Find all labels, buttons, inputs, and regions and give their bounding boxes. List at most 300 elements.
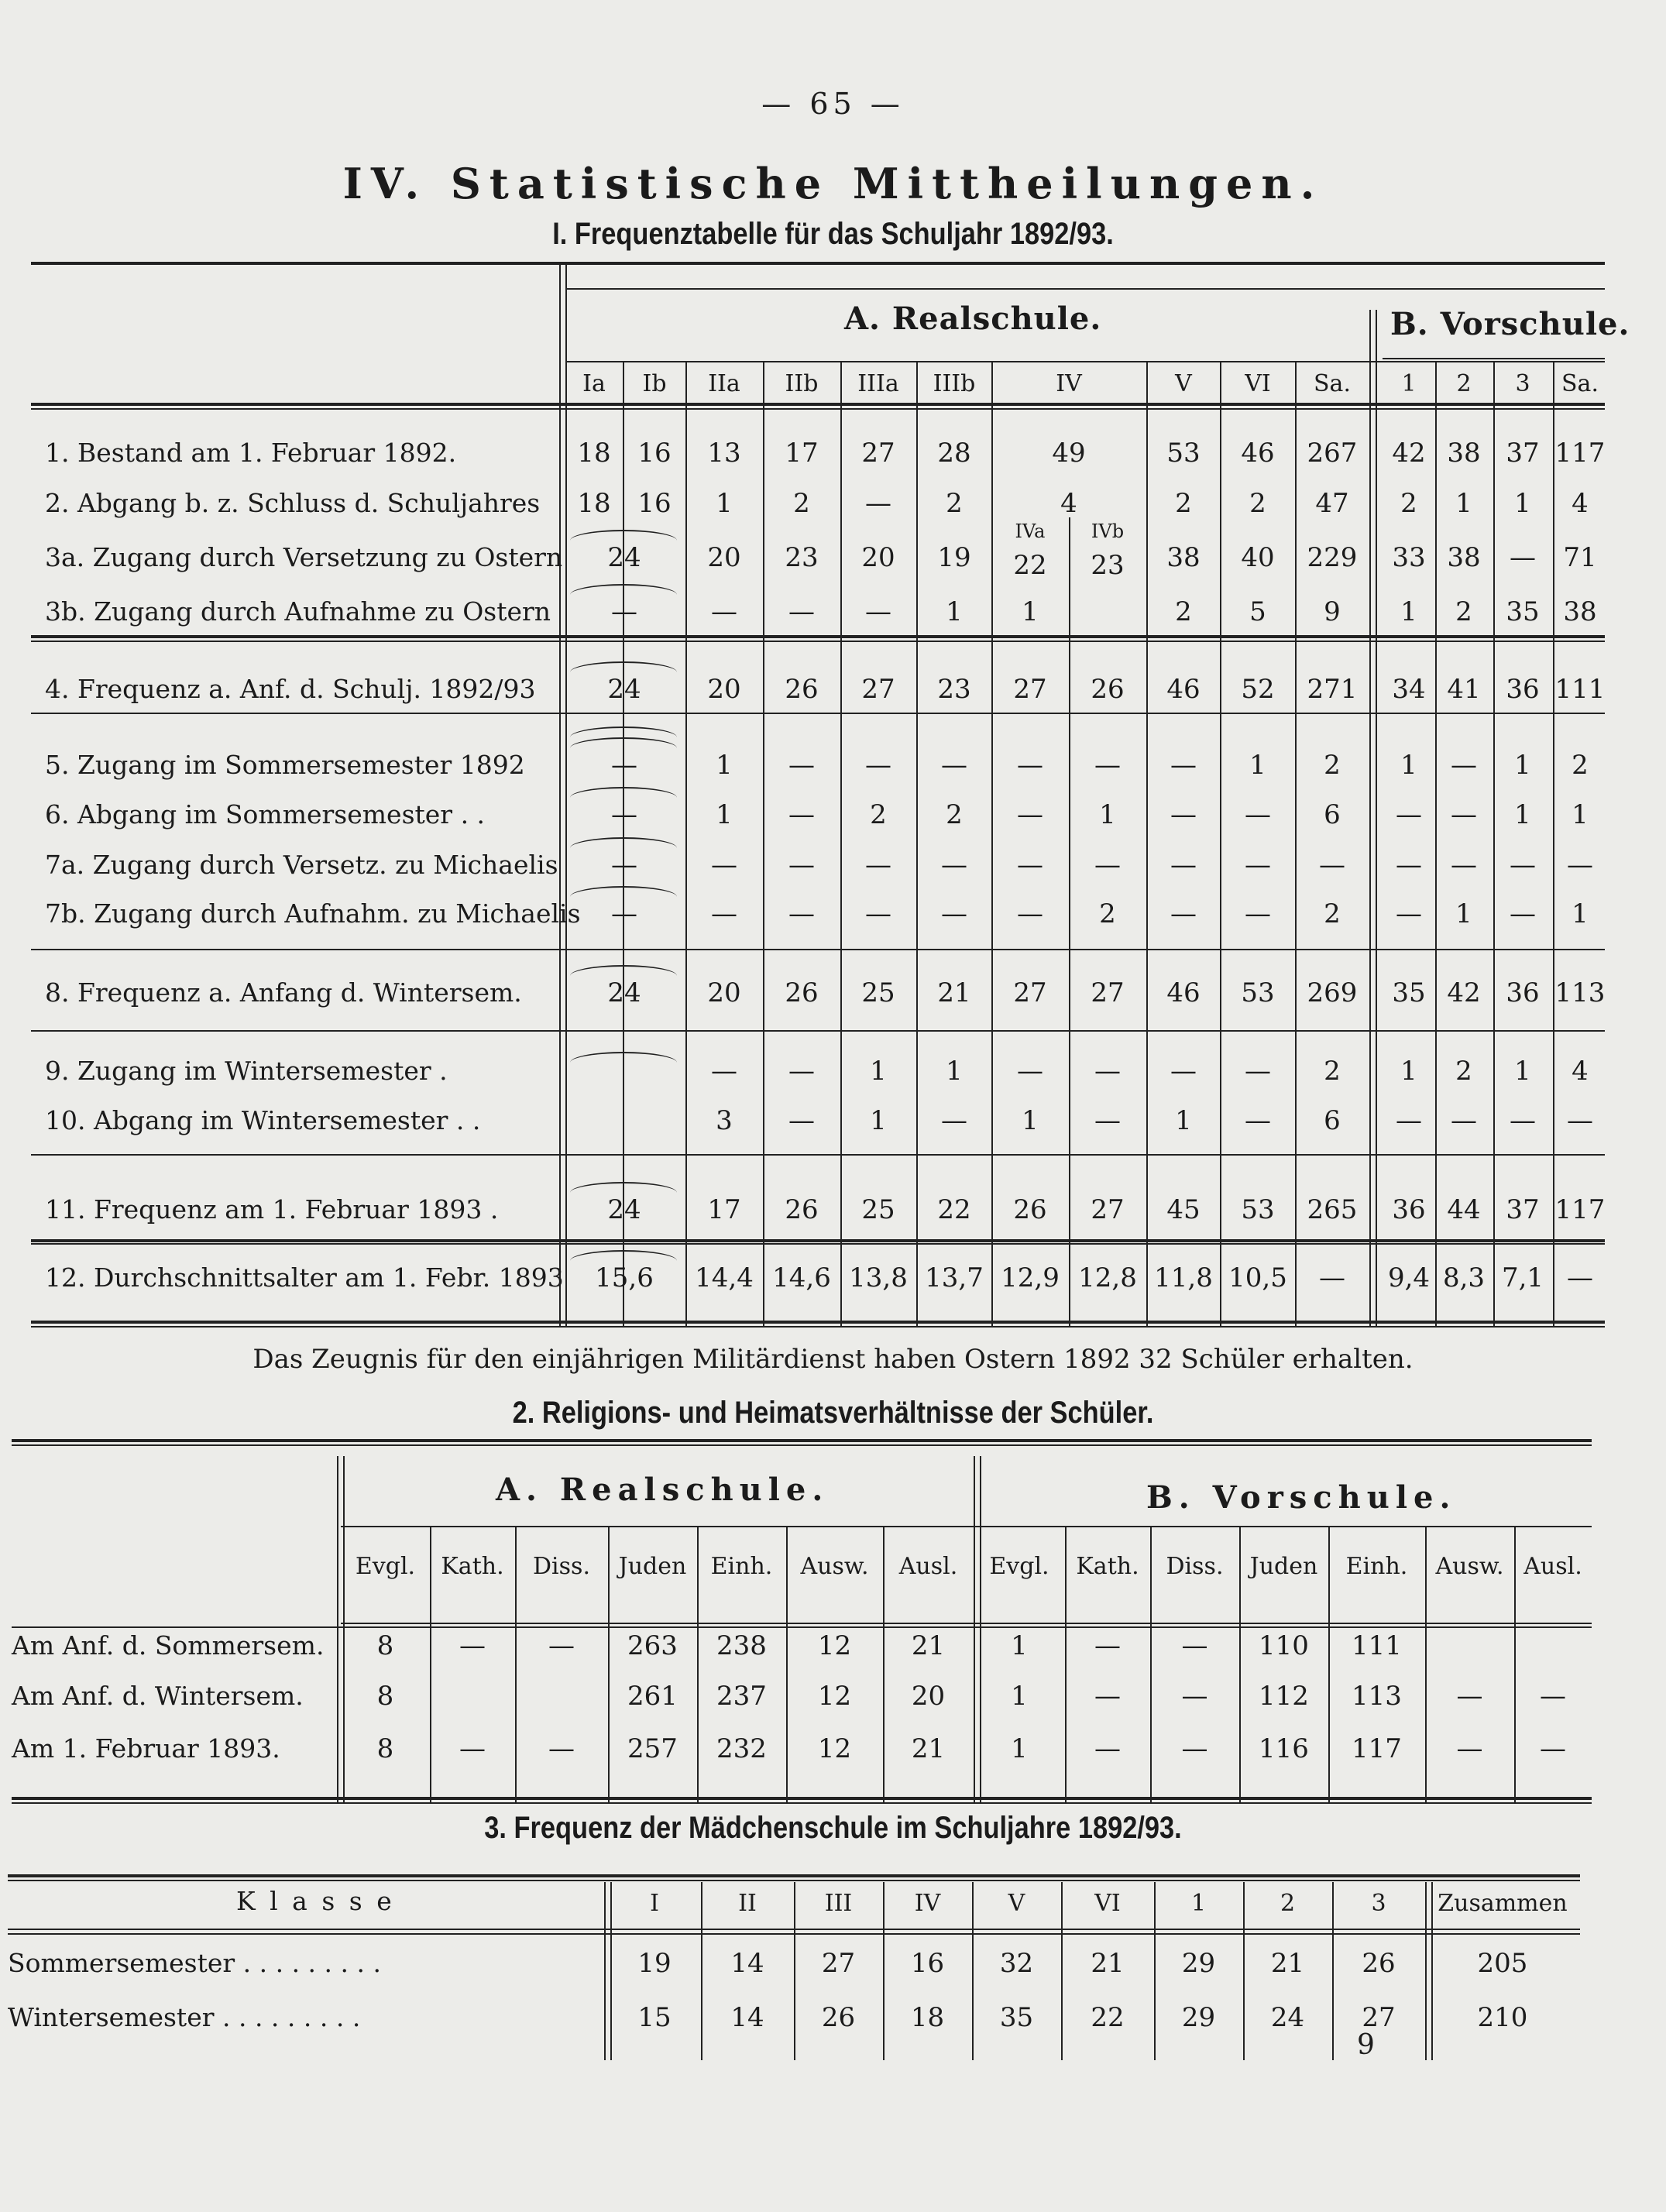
cell: 110 [1259, 1630, 1309, 1661]
cell-iv: 49 [1052, 438, 1086, 469]
cell-sa: 269 [1307, 977, 1358, 1008]
cell-bsa: 117 [1554, 438, 1606, 469]
rule-line [12, 1802, 1592, 1804]
row-label: 3a. Zugang durch Versetzung zu Ostern [45, 542, 563, 572]
column-header: IIa [708, 370, 740, 397]
cell-iab: 24 [607, 1194, 641, 1225]
cell-vi: — [1245, 1056, 1271, 1087]
cell-iib: — [788, 898, 815, 929]
cell-iiib: 19 [937, 542, 971, 573]
cell-bsa: 4 [1572, 1056, 1589, 1087]
page-number: — 65 — [761, 87, 905, 121]
cell: — [1094, 1733, 1121, 1764]
cell-iiib: 23 [937, 674, 971, 705]
cell-iib: — [788, 750, 815, 781]
cell-v: — [1170, 850, 1197, 881]
cell: 26 [821, 2002, 856, 2033]
column-header: Evgl. [989, 1553, 1049, 1580]
column-divider [559, 262, 567, 1326]
cell-sa: 6 [1324, 1105, 1341, 1136]
cell-iva: 12,9 [1001, 1262, 1060, 1293]
cell-b2: — [1451, 750, 1477, 781]
cell-iab: — [611, 750, 637, 781]
cell-vi: — [1245, 850, 1271, 881]
cell-v: — [1170, 898, 1197, 929]
column-header: IIIb [933, 370, 976, 397]
group-b-header: B. Vorschule. [1146, 1479, 1457, 1516]
cell-sa: 2 [1324, 898, 1341, 929]
column-header: IIIa [857, 370, 899, 397]
cell-b1: 9,4 [1387, 1262, 1431, 1293]
column-header: V [1175, 370, 1192, 397]
cell-iva: — [1017, 898, 1043, 929]
cell-bsa: 71 [1563, 542, 1597, 573]
cell-b3: 1 [1514, 799, 1531, 830]
cell-iia: 20 [707, 542, 741, 573]
column-header: II [738, 1890, 757, 1917]
cell-vi: — [1245, 799, 1271, 830]
column-header: III [824, 1890, 853, 1917]
merge-brace [570, 661, 677, 672]
row-label: 7b. Zugang durch Aufnahm. zu Michaelis [45, 898, 581, 929]
cell: 32 [999, 1948, 1034, 1979]
cell-b1: — [1396, 898, 1422, 929]
row-label: Sommersemester . . . . . . . . . [8, 1948, 381, 1978]
cell-bsa: 38 [1563, 596, 1597, 627]
cell: 8 [376, 1733, 394, 1764]
cell: 1 [1011, 1733, 1028, 1764]
cell-iiib: — [941, 750, 967, 781]
cell-iia: 20 [707, 674, 741, 705]
cell: — [548, 1630, 575, 1661]
rule-line [565, 288, 1605, 290]
cell-b1: 2 [1400, 488, 1417, 519]
cell-b1: 1 [1400, 1056, 1417, 1087]
cell-iiib: 21 [937, 977, 971, 1008]
cell-iib: 2 [793, 488, 810, 519]
cell-v: 45 [1166, 1194, 1201, 1225]
cell-ivb: 12,8 [1078, 1262, 1137, 1293]
cell-b3: 36 [1506, 674, 1540, 705]
cell-bsa: 111 [1554, 674, 1606, 705]
column-header: Evgl. [355, 1553, 416, 1580]
cell-iab: 15,6 [595, 1262, 654, 1293]
cell: 21 [911, 1630, 946, 1661]
cell-bsa: — [1567, 850, 1593, 881]
cell-sa: 2 [1324, 750, 1341, 781]
row-label: Am Anf. d. Sommersem. [12, 1630, 325, 1661]
cell-b2: 1 [1455, 488, 1472, 519]
cell-b3: 1 [1514, 1056, 1531, 1087]
rule-line [8, 1874, 1580, 1877]
column-header: VI [1094, 1890, 1121, 1917]
section2-title: 2. Religions- und Heimatsverhältnisse der Schüler. [512, 1396, 1154, 1430]
cell-v: 46 [1166, 977, 1201, 1008]
cell-ivb: 27 [1091, 1194, 1125, 1225]
cell-b3: 35 [1506, 596, 1540, 627]
cell-iva: — [1017, 799, 1043, 830]
cell: — [1456, 1681, 1483, 1712]
cell-vi: 10,5 [1228, 1262, 1287, 1293]
column-header: VI [1245, 370, 1271, 397]
section1-title: I. Frequenztabelle für das Schuljahr 1892/93. [552, 217, 1114, 251]
cell: — [1094, 1681, 1121, 1712]
column-header: Sa. [1314, 370, 1351, 397]
cell: 12 [817, 1630, 852, 1661]
cell-b3: — [1510, 1105, 1536, 1136]
cell: 15 [637, 2002, 672, 2033]
cell: 18 [910, 2002, 945, 2033]
cell-v: 2 [1175, 488, 1192, 519]
row-label: 12. Durchschnittsalter am 1. Febr. 1893 [45, 1262, 564, 1293]
cell-ivb: 26 [1091, 674, 1125, 705]
cell-b1: 33 [1392, 542, 1426, 573]
cell: — [1094, 1630, 1121, 1661]
row-label: 10. Abgang im Wintersemester . . [45, 1105, 481, 1135]
row-label: Wintersemester . . . . . . . . . [8, 2002, 361, 2032]
column-header: 3 [1515, 370, 1530, 397]
column-header: IV [914, 1890, 941, 1917]
cell-b3: — [1510, 542, 1536, 573]
cell: 21 [1270, 1948, 1305, 1979]
cell: 205 [1477, 1948, 1528, 1979]
merge-brace [570, 1182, 677, 1193]
cell-bsa: 1 [1572, 799, 1589, 830]
cell: 1 [1011, 1630, 1028, 1661]
cell-iiia: 25 [861, 1194, 895, 1225]
cell-iab: — [611, 799, 637, 830]
cell-iab: — [611, 898, 637, 929]
cell-b2: 42 [1447, 977, 1481, 1008]
cell-vi: 53 [1241, 977, 1275, 1008]
cell-sa: 265 [1307, 1194, 1358, 1225]
row-label: Am 1. Februar 1893. [12, 1733, 280, 1764]
row-label: Am Anf. d. Wintersem. [12, 1681, 304, 1711]
cell-v: 1 [1175, 1105, 1192, 1136]
column-header: Juden [1249, 1553, 1318, 1580]
cell: 21 [1091, 1948, 1125, 1979]
row-label: 5. Zugang im Sommersemester 1892 [45, 750, 525, 780]
cell-b1: 1 [1400, 596, 1417, 627]
cell-b3: — [1510, 850, 1536, 881]
merge-brace [570, 837, 677, 848]
cell: 14 [730, 2002, 764, 2033]
cell-iia: 14,4 [695, 1262, 754, 1293]
cell-sa: 9 [1324, 596, 1341, 627]
cell: 35 [999, 2002, 1034, 2033]
merge-brace [570, 726, 677, 737]
cell-iiib: 1 [946, 1056, 963, 1087]
rule-line [31, 262, 1605, 265]
row-label: 4. Frequenz a. Anf. d. Schulj. 1892/93 [45, 674, 536, 704]
row-label: 7a. Zugang durch Versetz. zu Michaelis [45, 850, 558, 880]
cell-v: — [1170, 1056, 1197, 1087]
cell-iva: 1 [1022, 1105, 1039, 1136]
cell: — [1181, 1630, 1208, 1661]
cell: — [1181, 1733, 1208, 1764]
cell-iiia: 20 [861, 542, 895, 573]
merge-brace [570, 530, 677, 541]
cell: 210 [1477, 2002, 1528, 2033]
cell-b1: 1 [1400, 750, 1417, 781]
row-label: 9. Zugang im Wintersemester . [45, 1056, 448, 1086]
cell-iva: — [1017, 750, 1043, 781]
cell-iib: — [788, 1105, 815, 1136]
column-header: Ausw. [800, 1553, 869, 1580]
cell-iia: 1 [716, 488, 733, 519]
cell-b2: 1 [1455, 898, 1472, 929]
cell-b3: 36 [1506, 977, 1540, 1008]
merge-brace [570, 787, 677, 798]
cell-sa: 271 [1307, 674, 1358, 705]
military-note: Das Zeugnis für den einjährigen Militärdienst haben Ostern 1892 32 Schüler erhalten. [252, 1344, 1414, 1375]
cell-iiia: — [865, 488, 891, 519]
row-label: 11. Frequenz am 1. Februar 1893 . [45, 1194, 499, 1224]
cell-iiia: 25 [861, 977, 895, 1008]
cell-v: — [1170, 750, 1197, 781]
column-header: 3 [1371, 1890, 1386, 1917]
cell-b3: — [1510, 898, 1536, 929]
cell: 238 [716, 1630, 767, 1661]
cell-vi: 46 [1241, 438, 1275, 469]
cell-iab: — [611, 850, 637, 881]
cell-b3: 37 [1506, 1194, 1540, 1225]
column-header: V [1008, 1890, 1025, 1917]
cell-iab: 24 [607, 542, 641, 573]
merge-brace [570, 886, 677, 897]
cell: 19 [637, 1948, 672, 1979]
cell: 257 [627, 1733, 678, 1764]
footer-number: 9 [1357, 2029, 1375, 2061]
cell-iiib: 2 [946, 488, 963, 519]
cell-b1: 34 [1392, 674, 1426, 705]
subheader-ivb: IVb [1091, 520, 1125, 542]
column-header: Ia [582, 370, 606, 397]
cell-iib: 23 [785, 542, 819, 573]
rule-line [1383, 358, 1605, 359]
row-label: 1. Bestand am 1. Februar 1892. [45, 438, 457, 468]
cell-iiia: — [865, 596, 891, 627]
rule-line [31, 1326, 1605, 1328]
cell-b2: — [1451, 1105, 1477, 1136]
cell-vi: — [1245, 898, 1271, 929]
column-header: Kath. [1076, 1553, 1139, 1580]
column-header: 1 [1401, 370, 1417, 397]
cell-ivb: — [1094, 1105, 1121, 1136]
cell-ivb: — [1094, 850, 1121, 881]
column-header: 2 [1280, 1890, 1296, 1917]
cell-bsa: 113 [1554, 977, 1606, 1008]
cell: — [548, 1733, 575, 1764]
cell-iia: 20 [707, 977, 741, 1008]
cell-vi: — [1245, 1105, 1271, 1136]
cell-bsa: 4 [1572, 488, 1589, 519]
cell: 14 [730, 1948, 764, 1979]
cell-iia: 3 [716, 1105, 733, 1136]
cell: — [1540, 1733, 1566, 1764]
cell-b1: — [1396, 799, 1422, 830]
column-header: IV [1056, 370, 1082, 397]
cell-iv: 4 [1060, 488, 1077, 519]
merge-brace [570, 1250, 677, 1261]
klasse-header: K l a s s e [236, 1886, 395, 1916]
cell-bsa: 117 [1554, 1194, 1606, 1225]
cell: 27 [821, 1948, 856, 1979]
cell-b2: 44 [1447, 1194, 1481, 1225]
cell-iva: 26 [1013, 1194, 1047, 1225]
cell-iib: — [788, 850, 815, 881]
cell-iiia: 13,8 [849, 1262, 908, 1293]
cell: 20 [911, 1681, 946, 1712]
cell: 29 [1181, 1948, 1216, 1979]
cell-sa: 2 [1324, 1056, 1341, 1087]
rule-line [12, 1444, 1592, 1446]
cell: — [459, 1630, 486, 1661]
cell: 27 [1362, 2002, 1396, 2033]
cell: 111 [1352, 1630, 1402, 1661]
cell: 1 [1011, 1681, 1028, 1712]
cell-iib: 14,6 [772, 1262, 831, 1293]
merge-brace [570, 965, 677, 976]
cell-iib: — [788, 799, 815, 830]
rule-line [8, 1880, 1580, 1881]
cell-iva: 27 [1013, 977, 1047, 1008]
cell-iva: — [1017, 850, 1043, 881]
cell-b1: — [1396, 850, 1422, 881]
cell-iab: 24 [607, 977, 641, 1008]
cell-iia: 1 [716, 799, 733, 830]
cell-iib: — [788, 596, 815, 627]
cell-b1: 35 [1392, 977, 1426, 1008]
cell-b1: — [1396, 1105, 1422, 1136]
cell-iiia: 27 [861, 674, 895, 705]
column-header: 2 [1456, 370, 1472, 397]
merge-brace [570, 1052, 677, 1063]
cell-bsa: — [1567, 1105, 1593, 1136]
cell-iiib: 28 [937, 438, 971, 469]
row-label: 6. Abgang im Sommersemester . . [45, 799, 486, 830]
cell-bsa: 2 [1572, 750, 1589, 781]
cell-b2: — [1451, 850, 1477, 881]
cell-ivb: 27 [1091, 977, 1125, 1008]
cell: 237 [716, 1681, 767, 1712]
cell-iib: 26 [785, 1194, 819, 1225]
rule-line [12, 1797, 1592, 1800]
cell-b2: 2 [1455, 1056, 1472, 1087]
cell: 21 [911, 1733, 946, 1764]
cell-iib: 17 [785, 438, 819, 469]
column-header: Ausl. [898, 1553, 958, 1580]
cell: 116 [1259, 1733, 1309, 1764]
cell-vi: 40 [1241, 542, 1275, 573]
cell-iiib: — [941, 898, 967, 929]
cell-sa: 229 [1307, 542, 1358, 573]
column-header: Kath. [441, 1553, 504, 1580]
cell-v: 38 [1166, 542, 1201, 573]
group-a-header: A. Realschule. [496, 1472, 830, 1508]
cell: 232 [716, 1733, 767, 1764]
cell-iiia: 27 [861, 438, 895, 469]
merge-brace [570, 737, 677, 748]
cell-iiia: 1 [870, 1056, 887, 1087]
merge-brace [570, 584, 677, 595]
cell-vi: 53 [1241, 1194, 1275, 1225]
column-header: Juden [618, 1553, 687, 1580]
cell: — [1540, 1681, 1566, 1712]
cell-b2: 2 [1455, 596, 1472, 627]
cell-b3: 1 [1514, 750, 1531, 781]
cell-iiia: — [865, 898, 891, 929]
cell-v: 11,8 [1154, 1262, 1213, 1293]
cell: 16 [910, 1948, 945, 1979]
cell-ivb: 2 [1099, 898, 1116, 929]
row-label: 3b. Zugang durch Aufnahme zu Ostern [45, 596, 551, 627]
group-b-header: B. Vorschule. [1390, 306, 1630, 342]
cell-iia: — [711, 596, 737, 627]
cell-sa: — [1319, 1262, 1345, 1293]
cell: 8 [376, 1630, 394, 1661]
cell-iva: 27 [1013, 674, 1047, 705]
cell: 12 [817, 1733, 852, 1764]
cell: 22 [1091, 2002, 1125, 2033]
cell: 12 [817, 1681, 852, 1712]
cell-iia: 1 [716, 750, 733, 781]
cell-ia: 18 [577, 488, 611, 519]
cell-iia: 17 [707, 1194, 741, 1225]
cell-b2: 38 [1447, 542, 1481, 573]
cell-vi: 2 [1249, 488, 1266, 519]
column-header: IIb [785, 370, 819, 397]
cell: 29 [1181, 2002, 1216, 2033]
column-header: Sa. [1561, 370, 1599, 397]
cell-iiib: 1 [946, 596, 963, 627]
cell-b2: 8,3 [1442, 1262, 1486, 1293]
cell-ivb: — [1094, 750, 1121, 781]
column-header: Diss. [1166, 1553, 1224, 1580]
cell-bsa: 1 [1572, 898, 1589, 929]
cell-iva: 22 [1013, 550, 1047, 581]
cell-b2: 38 [1447, 438, 1481, 469]
cell-iiia: — [865, 850, 891, 881]
cell: — [459, 1733, 486, 1764]
cell: 8 [376, 1681, 394, 1712]
cell-ivb: — [1094, 1056, 1121, 1087]
cell-iab: — [611, 596, 637, 627]
cell-iiib: — [941, 1105, 967, 1136]
cell-iib: 26 [785, 977, 819, 1008]
cell: — [1456, 1733, 1483, 1764]
cell-iia: — [711, 898, 737, 929]
cell-b3: 1 [1514, 488, 1531, 519]
cell-b3: 7,1 [1501, 1262, 1544, 1293]
column-header: I [650, 1890, 659, 1917]
cell-iiia: 1 [870, 1105, 887, 1136]
cell-v: — [1170, 799, 1197, 830]
column-header: 1 [1190, 1890, 1207, 1917]
cell-iiia: 2 [870, 799, 887, 830]
cell-iia: — [711, 1056, 737, 1087]
rule-line [341, 1526, 1592, 1527]
cell-b1: 36 [1392, 1194, 1426, 1225]
rule-line [565, 361, 1605, 362]
cell: 117 [1352, 1733, 1402, 1764]
rule-line [12, 1626, 1592, 1628]
cell-sa: 47 [1315, 488, 1349, 519]
cell-v: 2 [1175, 596, 1192, 627]
cell-vi: 1 [1249, 750, 1266, 781]
cell-b2: — [1451, 799, 1477, 830]
cell-b2: 41 [1447, 674, 1481, 705]
